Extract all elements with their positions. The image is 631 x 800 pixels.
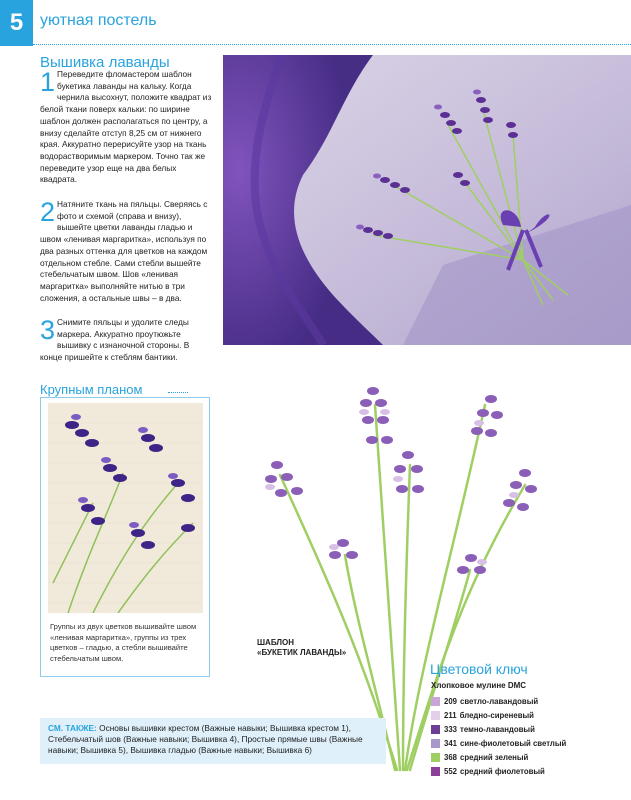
color-code: 211	[444, 710, 457, 720]
color-key-item	[431, 708, 621, 722]
page-number: 5	[0, 0, 33, 46]
see-also-box	[40, 718, 386, 764]
main-photo	[223, 55, 631, 345]
color-code: 209	[444, 696, 458, 706]
step-number: 2	[40, 197, 56, 227]
step-number: 3	[40, 315, 56, 345]
color-name: темно-лавандовый	[460, 724, 535, 734]
color-swatch	[431, 725, 440, 734]
color-name: средний зеленый	[460, 752, 529, 762]
color-key-item	[431, 736, 621, 750]
color-swatch	[431, 739, 440, 748]
closeup-title: Крупным планом	[40, 382, 143, 397]
color-key-item	[431, 764, 621, 778]
color-name: сине-фиолетовый светлый	[460, 738, 567, 748]
step-number: 1	[40, 67, 56, 97]
closeup-divider	[168, 392, 188, 393]
step-1	[40, 69, 213, 186]
color-key-list	[431, 694, 621, 778]
template-label	[257, 638, 346, 658]
see-also-label: СМ. ТАКЖЕ:	[48, 723, 97, 733]
color-name: средний фиолетовый	[460, 766, 545, 776]
color-key-subtitle: Хлопковое мулине DMC	[431, 681, 527, 690]
article-title: Вышивка лаванды	[40, 54, 170, 71]
color-swatch	[431, 767, 440, 776]
color-key-item	[431, 722, 621, 736]
step-text: Переведите фломастером шаблон букетика лаванды на кальку. Когда чернила высохнут, положите квадрат из белой ткани поверх кальки: по ширине шаблон должен располагаться по центру, а внизу сделайте отступ 8,25 см от нижнего края. Аккуратно перерисуйте узор на ткань водорастворимым маркером. Точно так же переведите узор еще на два белых квадрата.	[40, 69, 212, 185]
color-swatch	[431, 753, 440, 762]
color-key-title: Цветовой ключ	[430, 661, 528, 677]
step-2	[40, 199, 213, 304]
color-code: 333	[444, 724, 458, 734]
step-text: Натяните ткань на пяльцы. Сверяясь с фото и схемой (справа и внизу), вышейте цветки лаванды гладью и швом «ленивая маргаритка», используя по два разных оттенка для цветков на каждом отдельном стебле. Сами стебли вышейте стебельчатым швом. Шов «ленивая маргаритка» выполняйте нитью в три сложения, а остальные швы – в два.	[40, 199, 208, 303]
color-key-item	[431, 694, 621, 708]
color-code: 368	[444, 752, 458, 762]
color-swatch	[431, 697, 440, 706]
color-code: 552	[444, 766, 458, 776]
section-title: уютная постель	[40, 12, 157, 29]
template-label-line1: ШАБЛОН	[257, 638, 294, 647]
see-also-text: Основы вышивки крестом (Важные навыки; Вышивка крестом 1), Стебельчатый шов (Важные навыки; Вышивка 4), Простые прямые швы (Важные навыки; Вышивка 5), Вышивка гладью (Важные навыки; Вышивка 6)	[48, 723, 363, 755]
color-name: бледно-сиреневый	[459, 710, 534, 720]
closeup-photo	[48, 403, 203, 613]
header-divider	[33, 44, 631, 45]
step-3	[40, 317, 213, 364]
template-label-line2: «БУКЕТИК ЛАВАНДЫ»	[257, 648, 347, 657]
closeup-caption: Группы из двух цветков вышивайте швом «ленивая маргаритка», группы из трех цветков – гладью, а стебли вышивайте стебельчатым швом.	[50, 622, 197, 663]
color-swatch	[431, 711, 440, 720]
color-key-item	[431, 750, 621, 764]
color-name: светло-лавандовый	[460, 696, 539, 706]
color-code: 341	[444, 738, 458, 748]
step-text: Снимите пяльцы и удолите следы маркера. Аккуратно проутюжьте вышивку с изнаночной стороны. В конце пришейте к стеблям бантики.	[40, 317, 190, 363]
